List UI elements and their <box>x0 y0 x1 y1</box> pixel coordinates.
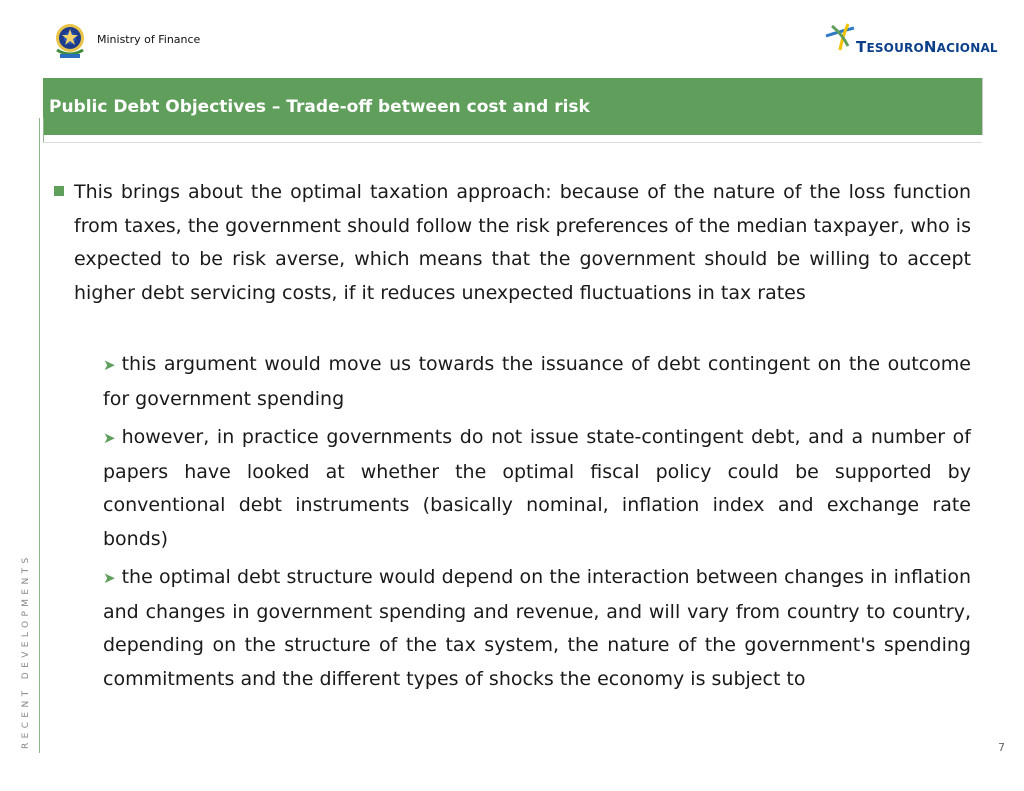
left-rule <box>39 118 40 753</box>
title-divider <box>43 142 982 143</box>
brazil-coat-of-arms-icon <box>53 22 87 62</box>
page-number: 7 <box>998 741 1005 754</box>
tesouro-nacional-logo: TESOURONACIONAL <box>856 38 998 56</box>
left-rule-short <box>43 118 44 142</box>
sub-bullet-2 <box>103 421 971 556</box>
ministry-label: Ministry of Finance <box>97 33 201 46</box>
main-bullet-text: This brings about the optimal taxation approach: because of the nature of the loss function from taxes, the government should follow the risk preferences of the median taxpayer, who is expected to be risk averse, which means that the government should be willing to accept higher debt servicing costs, if it reduces unexpected fluctuations in tax rates <box>74 181 971 304</box>
main-bullet <box>74 176 971 310</box>
side-section-label: RECENT DEVELOPMENTS <box>21 553 31 749</box>
arrow-bullet-icon: ➤ <box>103 569 116 587</box>
square-bullet-icon <box>54 186 64 196</box>
sub-bullet-1 <box>103 348 971 416</box>
title-bar <box>43 78 983 135</box>
arrow-bullet-icon: ➤ <box>103 429 116 447</box>
sub-bullet-text: the optimal debt structure would depend on the interaction between changes in inflation and changes in government spending and revenue, and will vary from country to country, depending on the structure of the tax system, the nature of the government's spending commitments and the different types of shocks the economy is subject to <box>103 566 971 690</box>
slide-title: Public Debt Objectives – Trade-off between cost and risk <box>49 97 590 117</box>
sub-bullet-text: however, in practice governments do not issue state-contingent debt, and a number of papers have looked at whether the optimal fiscal policy could be supported by conventional debt instruments (basically nominal, inflation index and exchange rate bonds) <box>103 426 971 550</box>
sub-bullet-3 <box>103 561 971 696</box>
sub-bullet-text: this argument would move us towards the issuance of debt contingent on the outcome for government spending <box>103 353 971 410</box>
arrow-bullet-icon: ➤ <box>103 356 116 374</box>
